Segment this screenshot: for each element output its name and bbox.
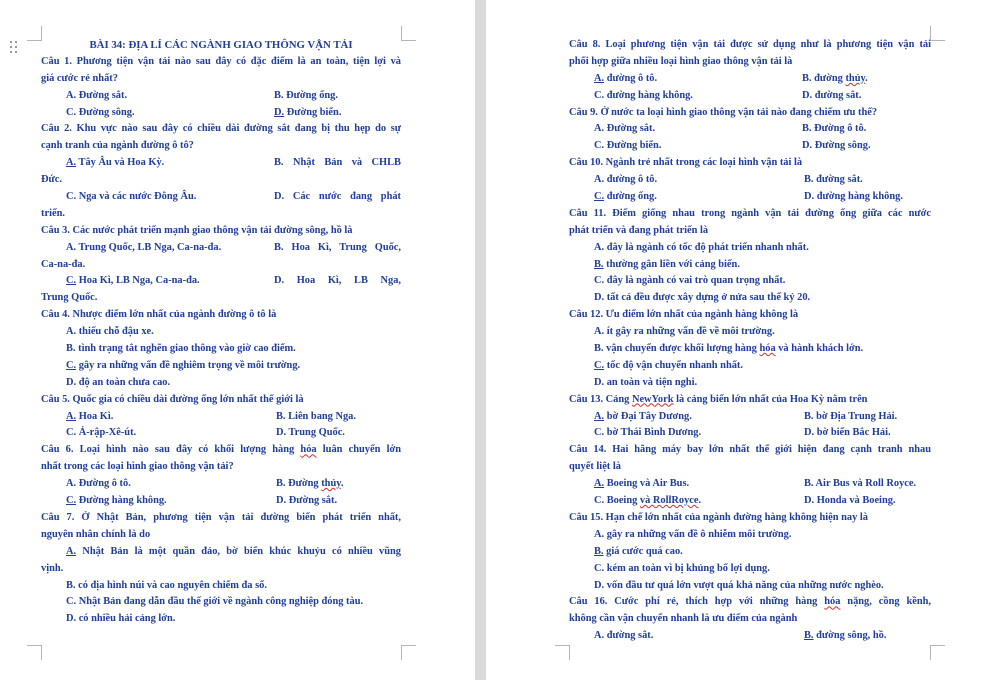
option-a: A. đây là ngành có tốc độ phát triển nhanh nhất. (594, 241, 809, 253)
option-text: bờ Đại Tây Dương. (604, 410, 692, 422)
option-a (66, 409, 113, 426)
text: . (340, 478, 344, 490)
option-text: Đường hàng không. (76, 495, 167, 507)
option-d (274, 105, 341, 122)
answer-letter: A. (594, 72, 605, 84)
option-d: D. bờ biển Bắc Hải. (804, 427, 891, 439)
document-page-1 (0, 0, 475, 680)
question-11: Câu 11. Điểm giống nhau trong ngành vận tải đường ống giữa các nước (569, 207, 931, 219)
option-text: gây ra những vấn đề nghiêm trọng về môi trường. (76, 359, 301, 371)
option-c: C. Đường biển. (594, 140, 662, 152)
option-b: B. Liên bang Nga. (276, 410, 356, 422)
question-11-cont: phát triển và đang phát triển là (569, 224, 709, 236)
option-c (594, 189, 657, 206)
option-b: B. Air Bus và Roll Royce. (804, 478, 917, 490)
option-c: C. Đường sông. (66, 106, 135, 118)
option-d: D. Đường sông. (802, 140, 871, 152)
text: B. đường (802, 72, 846, 84)
question-2: Câu 2. Khu vực nào sau đây có chiều dài đường sắt đang bị thu hẹp do sự (41, 123, 401, 135)
question-14-cont: quyết liệt là (569, 461, 621, 473)
answer-letter: D. (274, 106, 285, 118)
document-title: BÀI 34: ĐỊA LÍ CÁC NGÀNH GIAO THÔNG VẬN TẢI (89, 39, 353, 51)
option-a (66, 544, 401, 561)
option-b: B. Đường ô tô. (802, 123, 867, 135)
option-c: C. Nhật Bản đang dẫn đầu thế giới về ngành công nghiệp đóng tàu. (66, 596, 364, 608)
question-9: Câu 9. Ở nước ta loại hình giao thông vận tải nào đang chiếm ưu thế? (569, 106, 878, 118)
option-d: D. Đường sắt. (276, 495, 338, 507)
option-b (594, 544, 683, 561)
option-c: C. bờ Thái Bình Dương. (594, 427, 702, 439)
option-c: C. kém an toàn vì bị khủng bố lợi dụng. (594, 562, 770, 574)
option-c (66, 493, 167, 510)
crop-mark (401, 26, 416, 41)
drag-handle-icon[interactable] (10, 41, 20, 55)
option-b-cont: Đức. (41, 174, 62, 186)
option-text: Hoa Kì, LB Nga, Ca-na-đa. (76, 275, 200, 287)
question-1-cont: giá cước rẻ nhất? (41, 72, 118, 84)
spellcheck-word[interactable]: hóa (824, 596, 841, 608)
option-c (66, 273, 200, 290)
option-d: D. tất cả đều được xây dựng ở nửa sau thế kỷ 20. (594, 292, 811, 304)
option-a (66, 155, 164, 172)
crop-mark (930, 26, 945, 41)
spellcheck-word[interactable]: thủy (321, 478, 341, 490)
question-2-cont: cạnh tranh của ngành đường ô tô? (41, 140, 194, 152)
answer-letter: C. (66, 359, 77, 371)
option-c: C. Ả-rập-Xê-út. (66, 427, 137, 439)
text: Câu 13. Cảng (569, 393, 632, 405)
text: luân chuyển lớn (316, 444, 401, 456)
option-c (594, 358, 743, 375)
crop-mark (27, 26, 42, 41)
text: nặng, cồng kềnh, (840, 596, 931, 608)
option-a (594, 71, 657, 88)
option-text: Hoa Kì. (76, 410, 114, 422)
option-d: D. Hoa Kì, LB Nga, (274, 275, 401, 287)
option-text: đường ống. (604, 191, 657, 203)
option-a: A. Đường sắt. (66, 89, 128, 101)
crop-mark (27, 645, 42, 660)
spellcheck-word[interactable]: và RollRoyce (639, 495, 699, 507)
page-2-content[interactable] (569, 37, 931, 645)
option-c: C. đường hàng không. (594, 89, 693, 101)
answer-letter: A. (66, 410, 77, 422)
question-15: Câu 15. Hạn chế lớn nhất của ngành đường hàng không hiện nay là (569, 511, 868, 523)
spellcheck-word[interactable]: NewYork (631, 393, 674, 405)
question-1: Câu 1. Phương tiện vận tải nào sau đây có đặc điểm là an toàn, tiện lợi và (41, 55, 401, 67)
option-d: D. an toàn và tiện nghi. (594, 376, 698, 388)
option-b: B. đường sắt. (804, 174, 863, 186)
question-7: Câu 7. Ở Nhật Bản, phương tiện vận tải đường biển phát triển nhất, (41, 511, 401, 523)
option-b (594, 257, 740, 274)
option-d: D. Các nước đang phát (274, 191, 401, 203)
crop-mark (401, 645, 416, 660)
answer-letter: B. (594, 545, 604, 557)
question-5: Câu 5. Quốc gia có chiều dài đường ống lớn nhất thế giới là (41, 393, 304, 405)
option-d-cont: triển. (41, 207, 65, 219)
option-d: D. độ an toàn chưa cao. (66, 376, 171, 388)
option-d: D. vốn đầu tư quá lớn vượt quá khả năng của những nước nghèo. (594, 579, 884, 591)
option-b: B. có địa hình núi và cao nguyên chiếm đa số. (66, 579, 267, 591)
question-16 (569, 594, 931, 611)
answer-letter: C. (66, 275, 77, 287)
option-b: B. tình trạng tắt nghẽn giao thông vào giờ cao điểm. (66, 343, 296, 355)
question-8-cont: phối hợp giữa nhiều loại hình giao thông vận tải là (569, 55, 793, 67)
text: . (698, 495, 702, 507)
text: là cảng biển lớn nhất của Hoa Kỳ nằm trên (673, 393, 868, 405)
option-text: đường ô tô. (604, 72, 658, 84)
question-3: Câu 3. Các nước phát triển mạnh giao thông vận tải đường sông, hồ là (41, 224, 353, 236)
answer-letter: C. (594, 191, 605, 203)
option-a: A. đường ô tô. (594, 174, 658, 186)
question-12: Câu 12. Ưu điểm lớn nhất của ngành hàng không là (569, 309, 799, 321)
question-7-cont: nguyên nhân chính là do (41, 528, 151, 540)
option-b: B. Đường ống. (274, 89, 338, 101)
crop-mark (930, 645, 945, 660)
option-a (594, 409, 692, 426)
option-b (276, 476, 343, 493)
document-page-2 (486, 0, 1000, 680)
text: Câu 6. Loại hình nào sau đây có khối lượng hàng (41, 444, 301, 456)
answer-letter: B. (804, 630, 814, 642)
option-a: A. đường sắt. (594, 630, 654, 642)
question-8: Câu 8. Loại phương tiện vận tải được sử dụng như là phương tiện vận tải (569, 39, 931, 50)
option-b (802, 71, 868, 88)
option-a: A. Trung Quốc, LB Nga, Ca-na-đa. (66, 241, 222, 253)
option-text: Đường biển. (284, 106, 342, 118)
option-c: C. Nga và các nước Đông Âu. (66, 191, 197, 203)
option-d: D. đường sắt. (802, 89, 862, 101)
option-text: đường sông, hồ. (813, 630, 887, 642)
option-b (594, 341, 863, 358)
option-text: Tây Âu và Hoa Kỳ. (76, 157, 165, 169)
option-c: C. đây là ngành có vai trò quan trọng nhất. (594, 275, 786, 287)
text: C. Boeing (594, 495, 640, 507)
answer-letter: C. (66, 495, 77, 507)
option-a-cont: vịnh. (41, 562, 64, 574)
option-a (594, 476, 689, 493)
text: B. Đường (276, 478, 322, 490)
option-d: D. đường hàng không. (804, 191, 903, 203)
option-text: Nhật Bản là một quần đảo, bờ biển khúc khuỷu có nhiều vũng (76, 545, 401, 557)
question-4: Câu 4. Nhược điểm lớn nhất của ngành đường ô tô là (41, 309, 277, 321)
question-13 (569, 392, 931, 409)
option-c (66, 358, 300, 375)
option-text: giá cước quá cao. (603, 545, 683, 557)
question-10: Câu 10. Ngành trẻ nhất trong các loại hình vận tải là (569, 157, 803, 169)
option-d: D. có nhiều hải cảng lớn. (66, 613, 176, 625)
page-1-content[interactable] (41, 37, 401, 628)
option-a: A. Đường ô tô. (66, 478, 131, 490)
option-d: D. Trung Quốc. (276, 427, 345, 439)
option-text: thường gắn liền với cảng biển. (603, 258, 740, 270)
answer-letter: A. (66, 545, 77, 557)
crop-mark (555, 645, 570, 660)
text: B. vận chuyển được khối lượng hàng (594, 343, 760, 355)
option-a: A. thiếu chỗ đậu xe. (66, 326, 154, 338)
answer-letter: B. (594, 258, 604, 270)
text: và hành khách lớn. (775, 343, 864, 355)
answer-letter: A. (594, 478, 605, 490)
option-b: B. Hoa Kì, Trung Quốc, (274, 241, 401, 253)
option-a: A. Đường sắt. (594, 123, 656, 135)
option-c (594, 493, 701, 510)
option-b: B. Nhật Bản và CHLB (274, 157, 401, 169)
answer-letter: A. (594, 410, 605, 422)
question-6-cont: nhất trong các loại hình giao thông vận tải? (41, 461, 234, 473)
question-16-cont: không cần vận chuyển nhanh là ưu điểm của ngành (569, 613, 798, 625)
option-a: A. gây ra những vấn đề ô nhiễm môi trường. (594, 528, 792, 540)
page-gap (475, 0, 486, 680)
option-b: B. bờ Địa Trung Hải. (804, 410, 898, 422)
option-b-cont: Ca-na-đa. (41, 258, 86, 270)
spellcheck-word[interactable]: thủy (845, 72, 866, 84)
option-b (804, 628, 886, 645)
spellcheck-word[interactable]: hóa (300, 444, 317, 456)
answer-letter: C. (594, 359, 605, 371)
option-text: Boeing và Air Bus. (604, 478, 690, 490)
answer-letter: A. (66, 157, 77, 169)
text: . (865, 72, 868, 84)
text: Câu 16. Cước phí rẻ, thích hợp với những hàng (569, 596, 825, 608)
option-d: D. Honda và Boeing. (804, 495, 896, 507)
question-6 (41, 442, 401, 459)
spellcheck-word[interactable]: hóa (759, 343, 776, 355)
question-14: Câu 14. Hai hãng máy bay lớn nhất thế giới hiện đang cạnh tranh nhau (569, 444, 931, 456)
option-text: tốc độ vận chuyển nhanh nhất. (604, 359, 743, 371)
option-a: A. ít gây ra những vấn đề về môi trường. (594, 326, 775, 338)
option-d-cont: Trung Quốc. (41, 292, 98, 304)
